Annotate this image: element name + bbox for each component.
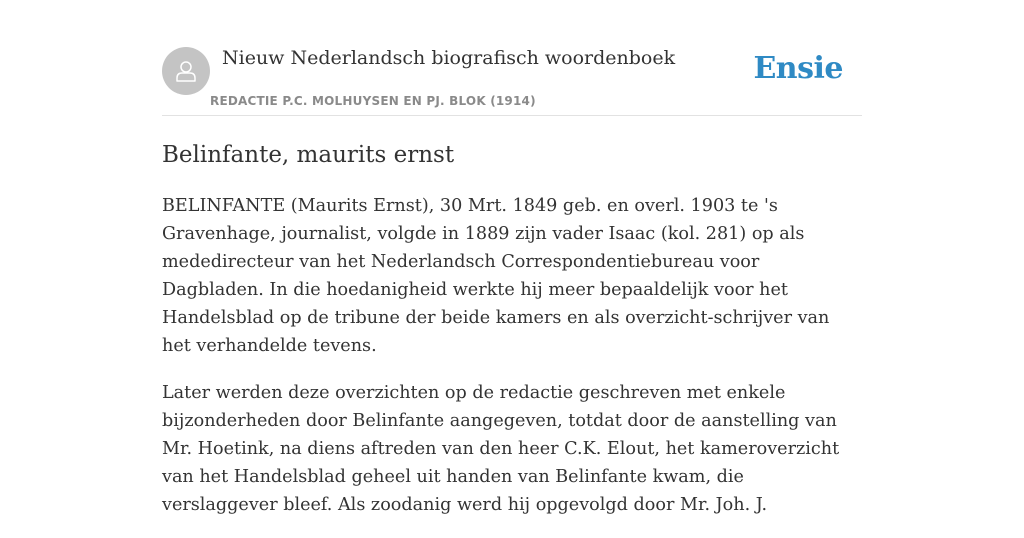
- article-body: [162, 192, 862, 538]
- brand-logo[interactable]: Ensie: [753, 51, 843, 86]
- article-paragraph: Later werden deze overzichten op de redactie geschreven met enkele bijzonderheden door Belinfante aangegeven, totdat door de aanstelling van Mr. Hoetink, na diens aftreden van den heer C.K. Elout, het kameroverzicht van het Handelsblad geheel uit handen van Belinfante kwam, die verslaggever bleef. Als zoodanig werd hij opgevolgd door Mr. Joh. J.: [162, 383, 840, 515]
- avatar[interactable]: [162, 47, 210, 95]
- book-editor: REDACTIE P.C. MOLHUYSEN EN PJ. BLOK (1914): [210, 94, 536, 108]
- article-title: Belinfante, maurits ernst: [162, 142, 455, 168]
- user-icon: [173, 58, 199, 84]
- article-paragraph: BELINFANTE (Maurits Ernst), 30 Mrt. 1849 geb. en overl. 1903 te 's Gravenhage, journalist, volgde in 1889 zijn vader Isaac (kol. 281) op als mededirecteur van het Nederlandsch Correspondentiebureau voor Dagbladen. In die hoedanigheid werkte hij meer bepaaldelijk voor het Handelsblad op de tribune der beide kamers en als overzicht-schrijver van het verhandelde tevens.: [162, 196, 830, 356]
- page-container: [162, 0, 862, 515]
- header: [162, 0, 862, 116]
- book-title[interactable]: Nieuw Nederlandsch biografisch woordenboek: [222, 47, 676, 69]
